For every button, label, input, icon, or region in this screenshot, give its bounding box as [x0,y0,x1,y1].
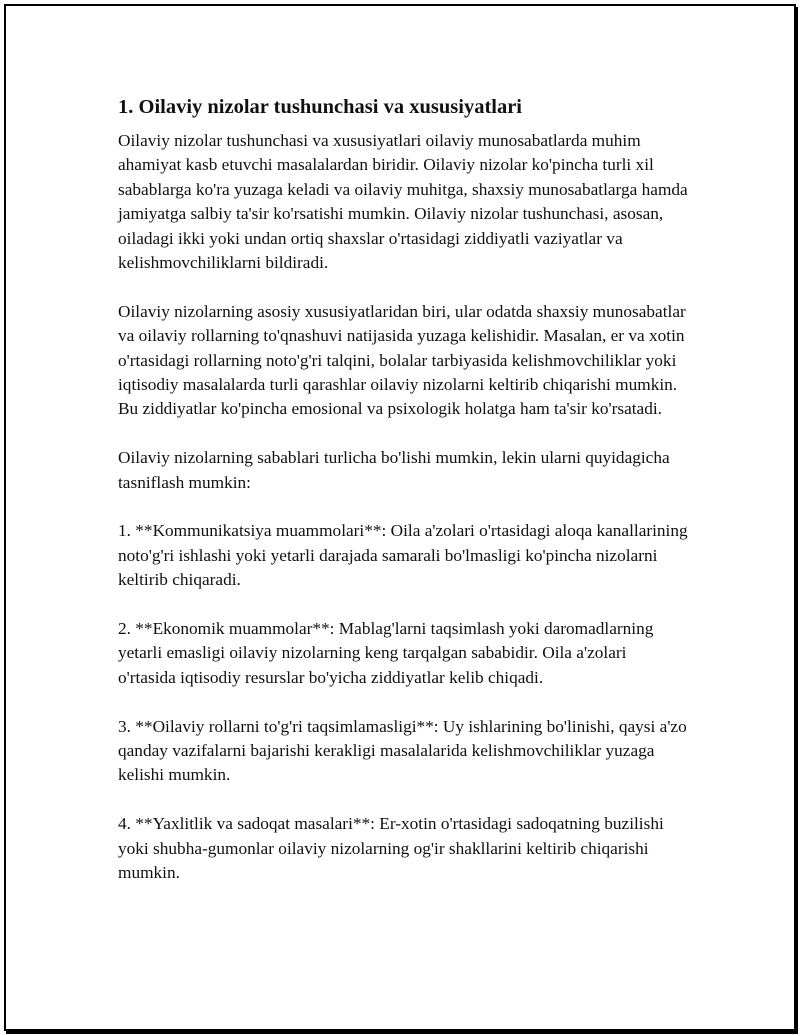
list-item-roles: 3. **Oilaviy rollarni to'g'ri taqsimlamasligi**: Uy ishlarining bo'linishi, qaysi a'zo qanday vazifalarni bajarishi kerakligi masalalarida kelishmovchiliklar yuzaga kelishi mumkin. [118,716,687,785]
document-body [118,93,688,910]
paragraph-intro: Oilaviy nizolar tushunchasi va xususiyatlari oilaviy munosabatlarda muhim ahamiyat kasb etuvchi masalalardan biridir. Oilaviy nizolar ko'pincha turli xil sabablarga ko'ra yuzaga keladi va oilaviy muhitga, shaxsiy munosabatlarga hamda jamiyatga salbiy ta'sir ko'rsatishi mumkin. Oilaviy nizolar tushunchasi, asosan, oiladagi ikki yoki undan ortiq shaxslar o'rtasidagi ziddiyatli vaziyatlar va kelishmovchiliklarni bildiradi. [118,131,688,273]
section-heading: 1. Oilaviy nizolar tushunchasi va xususiyatlari [118,96,523,118]
list-item-economic: 2. **Ekonomik muammolar**: Mablag'larni taqsimlash yoki daromadlarning yetarli emasligi oilaviy nizolarning keng tarqalgan sababidir. Oila a'zolari o'rtasida iqtisodiy resurslar bo'yicha ziddiyatlar kelib chiqadi. [118,619,654,687]
list-item-loyalty: 4. **Yaxlitlik va sadoqat masalari**: Er-xotin o'rtasidagi sadoqatning buzilishi yoki shubha-gumonlar oilaviy nizolarning og'ir shakllarini keltirib chiqarishi mumkin. [118,814,664,883]
list-item-communication: 1. **Kommunikatsiya muammolari**: Oila a'zolari o'rtasidagi aloqa kanallarining noto'g'ri ishlashi yoki yetarli darajada samarali bo'lmasligi ko'pincha nizolarni keltirib chiqaradi. [118,521,688,590]
paragraph-characteristics: Oilaviy nizolarning asosiy xususiyatlaridan biri, ular odatda shaxsiy munosabatlar va oilaviy rollarning to'qnashuvi natijasida yuzaga kelishidir. Masalan, er va xotin o'rtasidagi rollarning noto'g'ri talqini, bolalar tarbiyasida kelishmovchiliklar yoki iqtisodiy masalalarda turli qarashlar oilaviy nizolarni keltirib chiqarishi mumkin. Bu ziddiyatlar ko'pincha emosional va psixologik holatga ham ta'sir ko'rsatadi. [118,301,686,419]
paragraph-causes-intro: Oilaviy nizolarning sabablari turlicha bo'lishi mumkin, lekin ularni quyidagicha tasniflash mumkin: [118,448,670,492]
